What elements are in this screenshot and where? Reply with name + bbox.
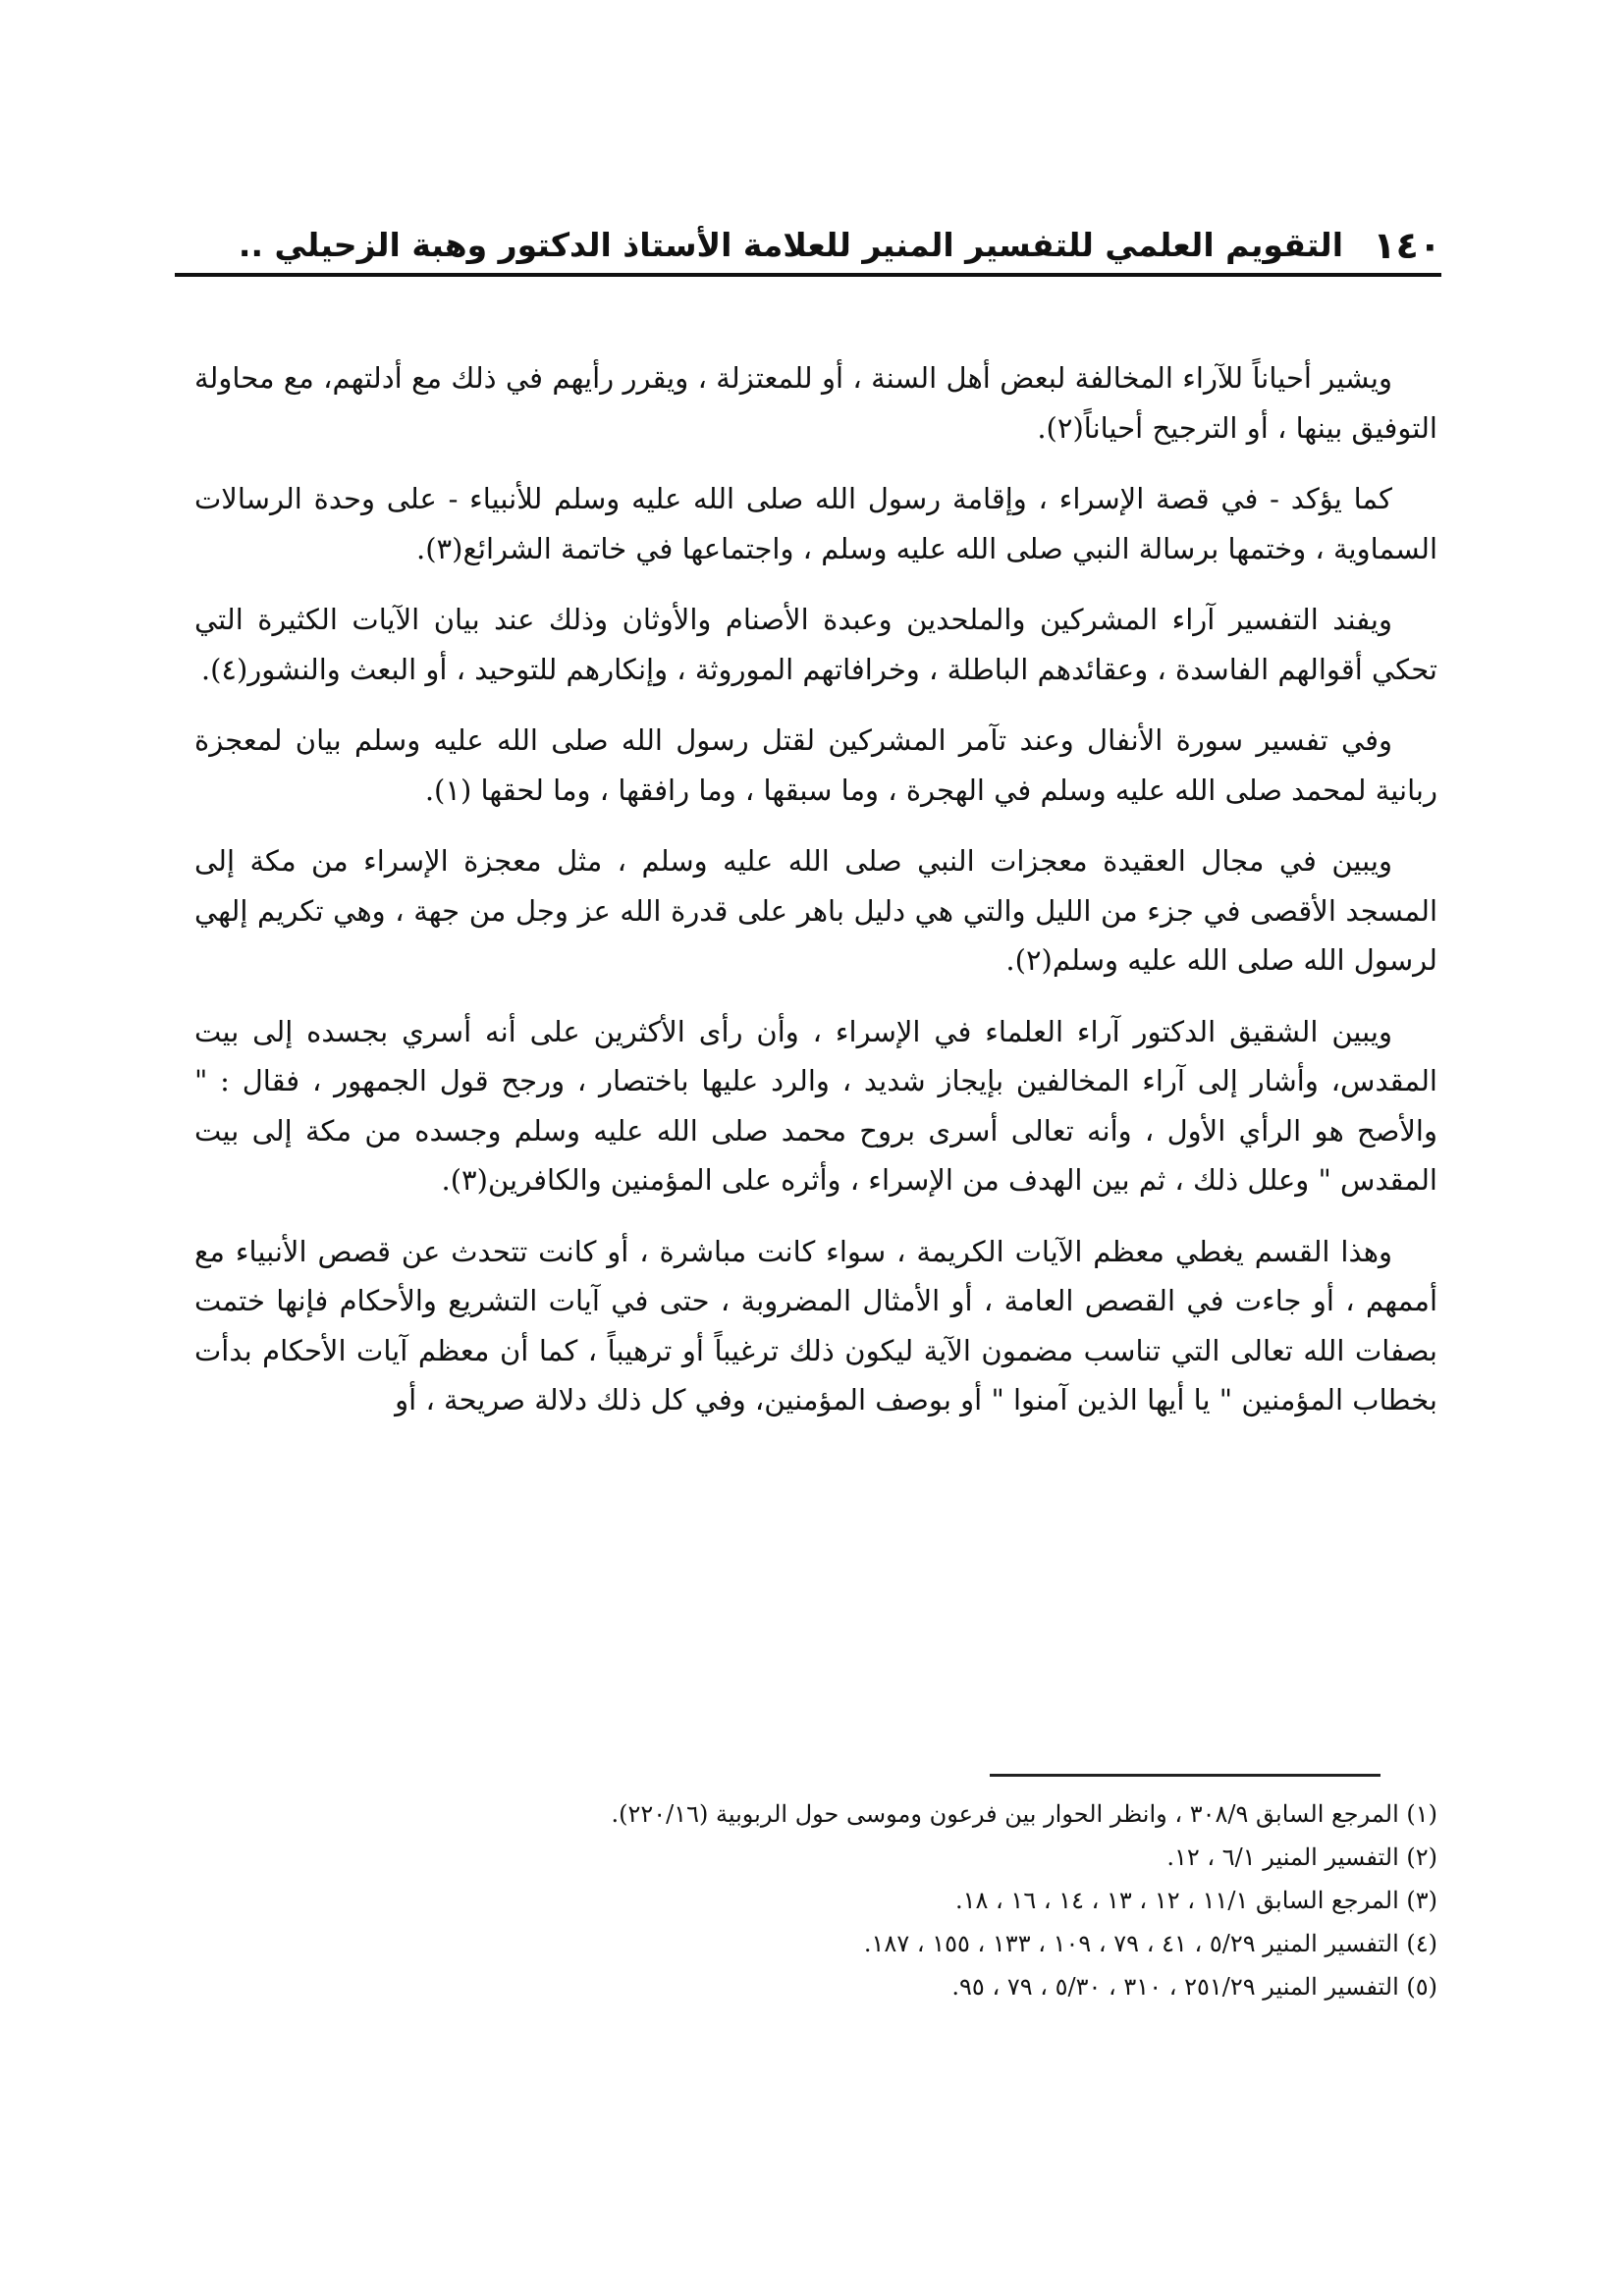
paragraph: ويبين في مجال العقيدة معجزات النبي صلى الله عليه وسلم ، مثل معجزة الإسراء من مكة إلى المسجد الأقصى في جزء من الليل والتي هي دليل باهر على قدرة الله عز وجل من جهة ، وهي تكريم إلهي لرسول الله صلى الله عليه وسلم(٢). (194, 844, 1437, 977)
paragraph: ويشير أحياناً للآراء المخالفة لبعض أهل السنة ، أو للمعتزلة ، ويقرر رأيهم في ذلك مع أدلتهم، مع محاولة التوفيق بينها ، أو الترجيح أحياناً(٢). (194, 361, 1437, 445)
paragraph: ويبين الشقيق الدكتور آراء العلماء في الإسراء ، وأن رأى الأكثرين على أنه أسري بجسده إلى بيت المقدس، وأشار إلى آراء المخالفين بإيجاز شديد ، والرد عليها باختصار ، ورجح قول الجمهور ، فقال : " والأصح هو الرأي الأول ، وأنه تعالى أسرى بروح محمد صلى الله عليه وسلم وجسده من مكة إلى بيت المقدس " وعلل ذلك ، ثم بين الهدف من الإسراء ، وأثره على المؤمنين والكافرين(٣). (194, 1014, 1437, 1197)
paragraph: وفي تفسير سورة الأنفال وعند تآمر المشركين لقتل رسول الله صلى الله عليه وسلم بيان لمعجزة ربانية لمحمد صلى الله عليه وسلم في الهجرة ، وما سبقها ، وما رافقها ، وما لحقها (١). (194, 723, 1437, 807)
running-header (175, 218, 1441, 273)
main-text (194, 353, 1437, 1447)
paragraph: وهذا القسم يغطي معظم الآيات الكريمة ، سواء كانت مباشرة ، أو كانت تتحدث عن قصص الأنبياء مع أممهم ، أو جاءت في القصص العامة ، أو الأمثال المضروبة ، حتى في آيات التشريع والأحكام فإنها ختمت بصفات الله تعالى التي تناسب مضمون الآية ليكون ذلك ترغيباً أو ترهيباً ، كما أن معظم آيات الأحكام بدأت بخطاب المؤمنين " يا أيها الذين آمنوا " أو بوصف المؤمنين، وفي كل ذلك دلالة صريحة ، أو (194, 1234, 1437, 1416)
paragraph: كما يؤكد - في قصة الإسراء ، وإقامة رسول الله صلى الله عليه وسلم للأنبياء - على وحدة الرسالات السماوية ، وختمها برسالة النبي صلى الله عليه وسلم ، واجتماعها في خاتمة الشرائع(٣). (194, 482, 1437, 565)
footnote: (١) المرجع السابق ٣٠٨/٩ ، وانظر الحوار بين فرعون وموسى حول الربوبية (٢٢٠/١٦). (611, 1800, 1437, 1828)
paragraph: ويفند التفسير آراء المشركين والملحدين وعبدة الأصنام والأوثان وذلك عند بيان الآيات الكثيرة التي تحكي أقوالهم الفاسدة ، وعقائدهم الباطلة ، وخرافاتهم الموروثة ، وإنكارهم للتوحيد ، أو البعث والنشور(٤). (194, 603, 1437, 686)
footnote-divider (990, 1774, 1380, 1777)
page-number: ١٤٠ (1373, 224, 1441, 267)
footnote: (٣) المرجع السابق ١١/١ ، ١٢ ، ١٣ ، ١٤ ، ١٦ ، ١٨. (954, 1887, 1437, 1914)
footnote: (٢) التفسير المنير ٦/١ ، ١٢. (1166, 1843, 1437, 1871)
footnote: (٤) التفسير المنير ٥/٢٩ ، ٤١ ، ٧٩ ، ١٠٩ ، ١٣٣ ، ١٥٥ ، ١٨٧. (863, 1930, 1437, 1957)
running-header-title: التقويم العلمي للتفسير المنير للعلامة الأستاذ الدكتور وهبة الزحيلي .. (238, 226, 1343, 264)
header-divider (175, 273, 1441, 277)
footnote: (٥) التفسير المنير ٢٥١/٢٩ ، ٣١٠ ، ٥/٣٠ ، ٧٩ ، ٩٥. (951, 1973, 1437, 2001)
footnotes (511, 1792, 1437, 2008)
